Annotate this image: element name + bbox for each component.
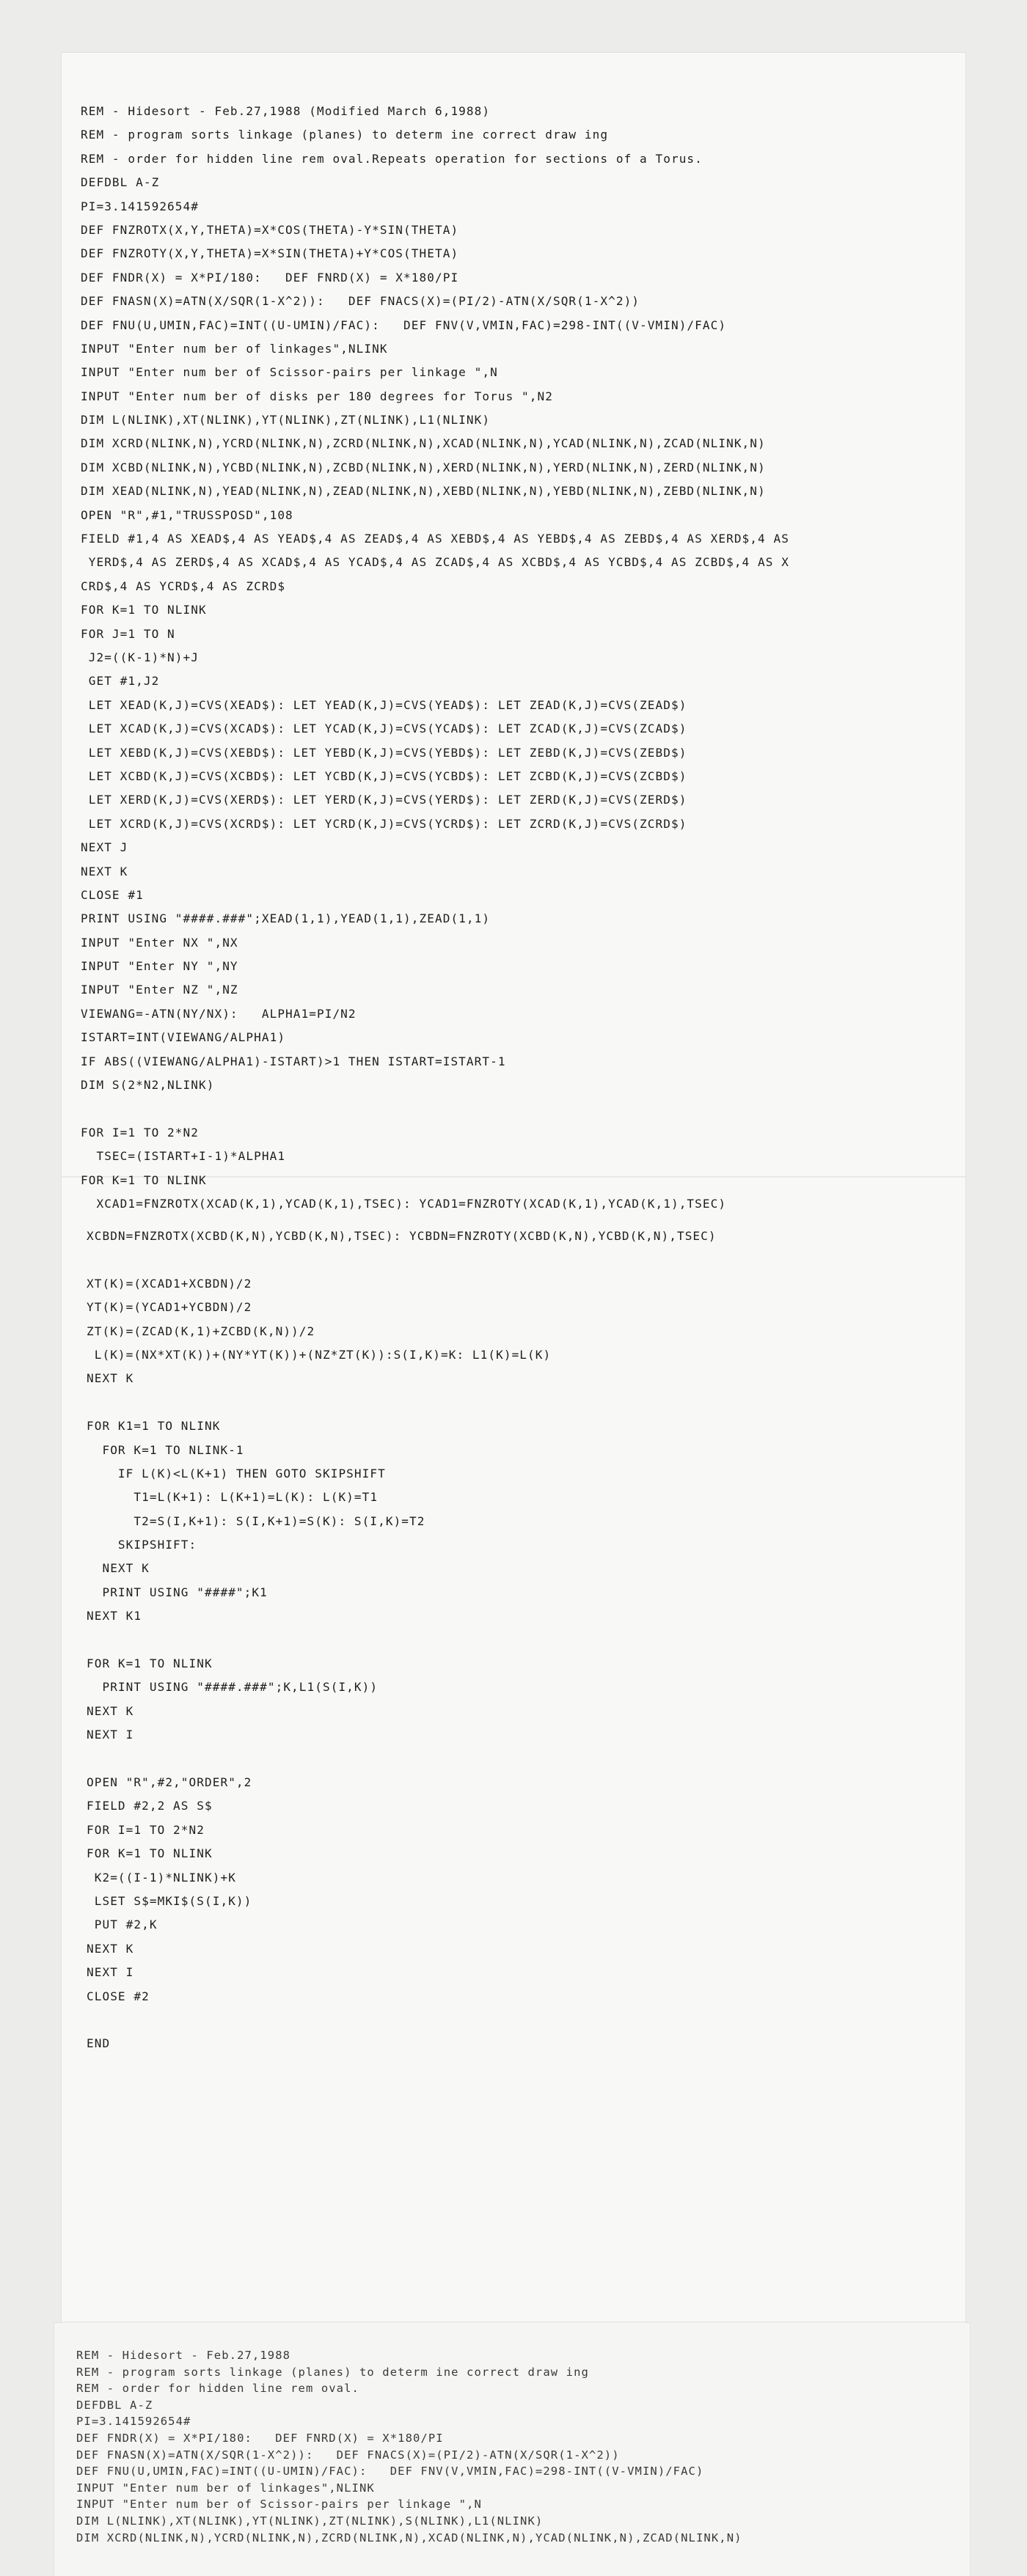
code-line: INPUT "Enter num ber of linkages",NLINK	[81, 341, 388, 356]
code-line: NEXT I	[87, 1728, 134, 1742]
code-line: DIM XCRD(NLINK,N),YCRD(NLINK,N),ZCRD(NLINK,N),XCAD(NLINK,N),YCAD(NLINK,N),ZCAD(NLINK,N)	[81, 436, 766, 451]
code-line: XCAD1=FNZROTX(XCAD(K,1),YCAD(K,1),TSEC): YCAD1=FNZROTY(XCAD(K,1),YCAD(K,1),TSEC)	[81, 1196, 727, 1211]
code-line: LET XCRD(K,J)=CVS(XCRD$): LET YCRD(K,J)=CVS(YCRD$): LET ZCRD(K,J)=CVS(ZCRD$)	[81, 816, 687, 831]
code-line: REM - program sorts linkage (planes) to determ ine correct draw ing	[76, 2365, 589, 2379]
code-line: REM - Hidesort - Feb.27,1988 (Modified March 6,1988)	[81, 104, 491, 118]
code-line: GET #1,J2	[81, 674, 160, 689]
code-line: FOR J=1 TO N	[81, 626, 175, 641]
code-line: PRINT USING "####";K1	[87, 1585, 268, 1599]
code-listing-top	[81, 100, 789, 1216]
code-line: IF L(K)<L(K+1) THEN GOTO SKIPSHIFT	[87, 1466, 386, 1480]
code-line	[87, 1391, 717, 1414]
code-line: FOR K=1 TO NLINK	[87, 1846, 213, 1861]
code-line: OPEN "R",#1,"TRUSSPOSD",108	[81, 507, 293, 522]
code-line	[87, 1629, 717, 1652]
code-line: LSET S$=MKI$(S(I,K))	[87, 1893, 252, 1908]
code-line: DEFDBL A-Z	[76, 2398, 153, 2412]
code-listing-bottom	[76, 2347, 742, 2546]
code-line: NEXT K1	[87, 1609, 142, 1623]
code-line: NEXT K	[87, 1941, 134, 1956]
code-line: LET XEAD(K,J)=CVS(XEAD$): LET YEAD(K,J)=CVS(YEAD$): LET ZEAD(K,J)=CVS(ZEAD$)	[81, 697, 687, 712]
code-line: DEF FNU(U,UMIN,FAC)=INT((U-UMIN)/FAC): DEF FNV(V,VMIN,FAC)=298-INT((V-VMIN)/FAC)	[76, 2465, 704, 2478]
code-line: NEXT K	[87, 1371, 134, 1386]
code-line: K2=((I-1)*NLINK)+K	[87, 1870, 236, 1885]
code-line: FOR K=1 TO NLINK-1	[87, 1442, 244, 1457]
code-line: INPUT "Enter num ber of linkages",NLINK	[76, 2481, 375, 2495]
code-line: DEF FNZROTX(X,Y,THETA)=X*COS(THETA)-Y*SIN(THETA)	[81, 222, 459, 237]
code-line: DIM XCBD(NLINK,N),YCBD(NLINK,N),ZCBD(NLINK,N),XERD(NLINK,N),YERD(NLINK,N),ZERD(NLINK,N)	[81, 460, 766, 474]
code-line: INPUT "Enter num ber of disks per 180 degrees for Torus ",N2	[81, 389, 553, 403]
code-line: LET XCBD(K,J)=CVS(XCBD$): LET YCBD(K,J)=CVS(YCBD$): LET ZCBD(K,J)=CVS(ZCBD$)	[81, 768, 687, 783]
code-line: DEFDBL A-Z	[81, 175, 160, 190]
code-line: REM - program sorts linkage (planes) to determ ine correct draw ing	[81, 128, 609, 142]
code-line: FOR K=1 TO NLINK	[87, 1656, 213, 1671]
code-line: PRINT USING "####.###";K,L1(S(I,K))	[87, 1680, 379, 1695]
code-line: FOR I=1 TO 2*N2	[87, 1822, 205, 1837]
code-line: NEXT I	[87, 1965, 134, 1980]
code-line: DIM S(2*N2,NLINK)	[81, 1078, 215, 1093]
code-line	[87, 1747, 717, 1771]
code-line: INPUT "Enter num ber of Scissor-pairs per linkage ",N	[81, 365, 498, 380]
code-line: CLOSE #2	[87, 1989, 150, 2003]
code-line: XT(K)=(XCAD1+XCBDN)/2	[87, 1276, 252, 1291]
code-line: DEF FNASN(X)=ATN(X/SQR(1-X^2)): DEF FNACS(X)=(PI/2)-ATN(X/SQR(1-X^2))	[76, 2448, 620, 2462]
code-line	[87, 1248, 717, 1272]
code-line: CLOSE #1	[81, 887, 144, 902]
code-line: PUT #2,K	[87, 1918, 158, 1932]
code-line: PI=3.141592654#	[81, 199, 199, 213]
code-line: DEF FNASN(X)=ATN(X/SQR(1-X^2)): DEF FNACS(X)=(PI/2)-ATN(X/SQR(1-X^2))	[81, 294, 640, 309]
code-line: T2=S(I,K+1): S(I,K+1)=S(K): S(I,K)=T2	[87, 1513, 425, 1528]
code-line: CRD$,4 AS YCRD$,4 AS ZCRD$	[81, 579, 286, 593]
code-line: FOR K1=1 TO NLINK	[87, 1419, 221, 1434]
code-line: FIELD #1,4 AS XEAD$,4 AS YEAD$,4 AS ZEAD$,4 AS XEBD$,4 AS YEBD$,4 AS ZEBD$,4 AS XERD$,4 AS	[81, 532, 789, 546]
code-line: IF ABS((VIEWANG/ALPHA1)-ISTART)>1 THEN ISTART=ISTART-1	[81, 1054, 506, 1068]
code-line: NEXT J	[81, 840, 128, 855]
code-line: DIM XCRD(NLINK,N),YCRD(NLINK,N),ZCRD(NLINK,N),XCAD(NLINK,N),YCAD(NLINK,N),ZCAD(NLINK,N)	[76, 2531, 742, 2544]
code-line: T1=L(K+1): L(K+1)=L(K): L(K)=T1	[87, 1490, 379, 1505]
code-line: SKIPSHIFT:	[87, 1538, 197, 1552]
code-line: INPUT "Enter NY ",NY	[81, 959, 238, 974]
code-line: DIM L(NLINK),XT(NLINK),YT(NLINK),ZT(NLINK),S(NLINK),L1(NLINK)	[76, 2514, 544, 2528]
code-line: REM - Hidesort - Feb.27,1988	[76, 2349, 291, 2362]
code-line: NEXT K	[81, 864, 128, 878]
code-line: DIM L(NLINK),XT(NLINK),YT(NLINK),ZT(NLINK),L1(NLINK)	[81, 413, 491, 428]
code-line: DEF FNU(U,UMIN,FAC)=INT((U-UMIN)/FAC): DEF FNV(V,VMIN,FAC)=298-INT((V-VMIN)/FAC)	[81, 318, 727, 332]
code-line: ZT(K)=(ZCAD(K,1)+ZCBD(K,N))/2	[87, 1324, 315, 1338]
code-line: NEXT K	[87, 1703, 134, 1718]
code-line: LET XERD(K,J)=CVS(XERD$): LET YERD(K,J)=CVS(YERD$): LET ZERD(K,J)=CVS(ZERD$)	[81, 793, 687, 807]
code-line: PRINT USING "####.###";XEAD(1,1),YEAD(1,1),ZEAD(1,1)	[81, 911, 491, 926]
code-line: LET XEBD(K,J)=CVS(XEBD$): LET YEBD(K,J)=CVS(YEBD$): LET ZEBD(K,J)=CVS(ZEBD$)	[81, 745, 687, 760]
code-line: FIELD #2,2 AS S$	[87, 1799, 213, 1813]
code-line: VIEWANG=-ATN(NY/NX): ALPHA1=PI/N2	[81, 1006, 357, 1021]
code-line: INPUT "Enter NX ",NX	[81, 935, 238, 950]
code-line: L(K)=(NX*XT(K))+(NY*YT(K))+(NZ*ZT(K)):S(I,K)=K: L1(K)=L(K)	[87, 1347, 552, 1362]
code-line: FOR K=1 TO NLINK	[81, 1173, 207, 1187]
code-line: J2=((K-1)*N)+J	[81, 650, 199, 664]
code-line	[81, 1097, 789, 1120]
code-line: END	[87, 2036, 111, 2051]
code-line: REM - order for hidden line rem oval.Repeats operation for sections of a Torus.	[81, 151, 703, 166]
code-line: OPEN "R",#2,"ORDER",2	[87, 1775, 252, 1789]
code-line: ISTART=INT(VIEWANG/ALPHA1)	[81, 1030, 286, 1045]
code-line	[87, 2008, 717, 2032]
code-line: DEF FNDR(X) = X*PI/180: DEF FNRD(X) = X*180/PI	[76, 2431, 444, 2445]
code-line: DEF FNDR(X) = X*PI/180: DEF FNRD(X) = X*180/PI	[81, 270, 459, 285]
code-line: REM - order for hidden line rem oval.	[76, 2382, 359, 2396]
code-line: YT(K)=(YCAD1+YCBDN)/2	[87, 1300, 252, 1315]
code-line: PI=3.141592654#	[76, 2415, 191, 2429]
code-line: DEF FNZROTY(X,Y,THETA)=X*SIN(THETA)+Y*COS(THETA)	[81, 246, 459, 261]
paper-fold-line	[62, 2322, 965, 2323]
code-line: NEXT K	[87, 1561, 150, 1576]
code-line: XCBDN=FNZROTX(XCBD(K,N),YCBD(K,N),TSEC): YCBDN=FNZROTY(XCBD(K,N),YCBD(K,N),TSEC)	[87, 1229, 717, 1243]
code-line: FOR I=1 TO 2*N2	[81, 1125, 199, 1140]
code-listing-middle	[87, 1225, 717, 2056]
code-line: DIM XEAD(NLINK,N),YEAD(NLINK,N),ZEAD(NLINK,N),XEBD(NLINK,N),YEBD(NLINK,N),ZEBD(NLINK,N)	[81, 484, 766, 499]
code-line: INPUT "Enter num ber of Scissor-pairs per linkage ",N	[76, 2498, 482, 2511]
code-line: INPUT "Enter NZ ",NZ	[81, 983, 238, 997]
code-line: LET XCAD(K,J)=CVS(XCAD$): LET YCAD(K,J)=CVS(YCAD$): LET ZCAD(K,J)=CVS(ZCAD$)	[81, 722, 687, 736]
code-line: TSEC=(ISTART+I-1)*ALPHA1	[81, 1149, 286, 1164]
code-line: YERD$,4 AS ZERD$,4 AS XCAD$,4 AS YCAD$,4 AS ZCAD$,4 AS XCBD$,4 AS YCBD$,4 AS ZCBD$,4 AS X	[81, 555, 789, 570]
code-line: FOR K=1 TO NLINK	[81, 603, 207, 617]
